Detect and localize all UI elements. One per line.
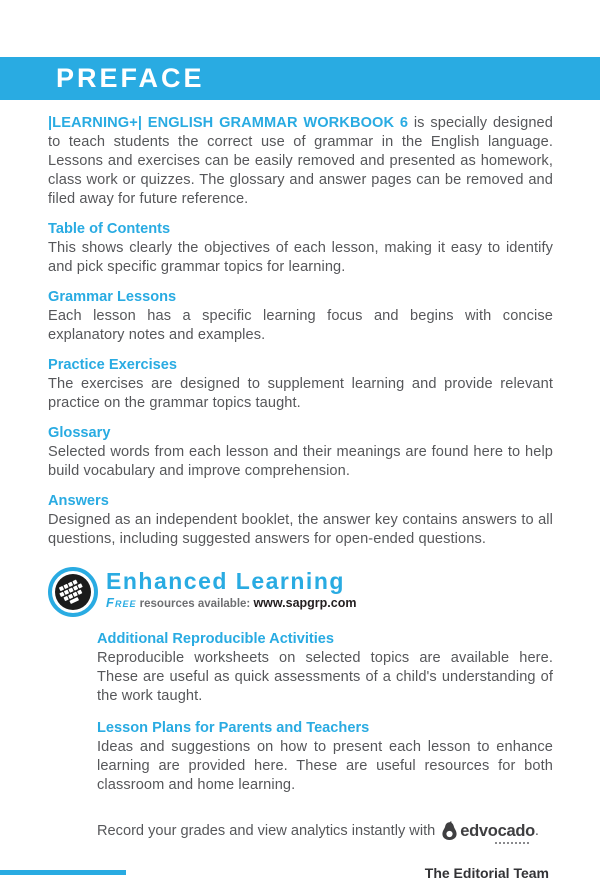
section-heading: Table of Contents <box>48 221 171 237</box>
header-band <box>0 57 600 100</box>
section-body: This shows clearly the objectives of each lesson, making it easy to identify and pick specific grammar topics for learning. <box>48 240 553 275</box>
enhanced-learning-text <box>98 567 356 610</box>
preface-page <box>0 57 600 881</box>
edvocado-logo <box>441 821 535 841</box>
enhanced-learning-logo-icon <box>48 567 98 617</box>
subsection-body: Reproducible worksheets on selected topics are available here. These are useful as quick assessments of a child's understanding of the work taught. <box>97 650 553 704</box>
section-body: Designed as an independent booklet, the answer key contains answers to all questions, including suggested answers for open-ended questions. <box>48 512 553 547</box>
subsection-reproducible-activities <box>97 631 553 706</box>
edvocado-avocado-icon <box>441 821 458 841</box>
analytics-line <box>97 821 553 841</box>
section-answers <box>48 493 553 549</box>
intro-paragraph <box>48 114 553 209</box>
section-heading: Answers <box>48 493 109 509</box>
section-heading: Grammar Lessons <box>48 289 177 305</box>
section-heading: Practice Exercises <box>48 357 178 373</box>
section-grammar-lessons <box>48 289 553 345</box>
section-table-of-contents <box>48 221 553 277</box>
edvocado-wordmark: edvocado <box>460 821 535 840</box>
resources-available-label: resources available: <box>136 598 254 610</box>
enhanced-learning-title: Enhanced Learning <box>106 568 345 594</box>
analytics-text-period: . <box>534 822 539 839</box>
workbook-title-text: |LEARNING+| ENGLISH GRAMMAR WORKBOOK 6 <box>48 115 409 131</box>
analytics-text: Record your grades and view analytics instantly with <box>97 822 436 839</box>
page-content <box>0 114 600 881</box>
intro-body-text: is specially designed to teach students the correct use of grammar in the English language. Lessons and exercises can be easily removed and presented as homework, class work or quizzes. The glossary and answer pages can be removed and filed away for future reference. <box>48 115 553 207</box>
section-glossary <box>48 425 553 481</box>
section-body: The exercises are designed to supplement learning and provide relevant practice on the grammar topics taught. <box>48 376 553 411</box>
sapgrp-url: www.sapgrp.com <box>253 596 357 610</box>
section-body: Each lesson has a specific learning focus and begins with concise explanatory notes and examples. <box>48 308 553 343</box>
edvocado-tagline-mark <box>495 842 529 844</box>
enhanced-learning-block <box>48 567 553 617</box>
section-body: Selected words from each lesson and their meanings are found here to help build vocabulary and improve comprehension. <box>48 444 553 479</box>
subsection-heading: Lesson Plans for Parents and Teachers <box>97 720 370 736</box>
section-practice-exercises <box>48 357 553 413</box>
editorial-team-signature: The Editorial Team <box>424 865 549 881</box>
subsection-heading: Additional Reproducible Activities <box>97 631 335 647</box>
subsection-body: Ideas and suggestions on how to present each lesson to enhance learning are provided here. These are useful resources for both classroom and home learning. <box>97 739 553 793</box>
free-label: Free <box>106 595 137 610</box>
section-heading: Glossary <box>48 425 111 441</box>
page-title: PREFACE <box>56 63 205 93</box>
subsection-lesson-plans <box>97 720 553 795</box>
bottom-accent-bar <box>0 870 126 875</box>
free-resources-line <box>106 595 356 610</box>
